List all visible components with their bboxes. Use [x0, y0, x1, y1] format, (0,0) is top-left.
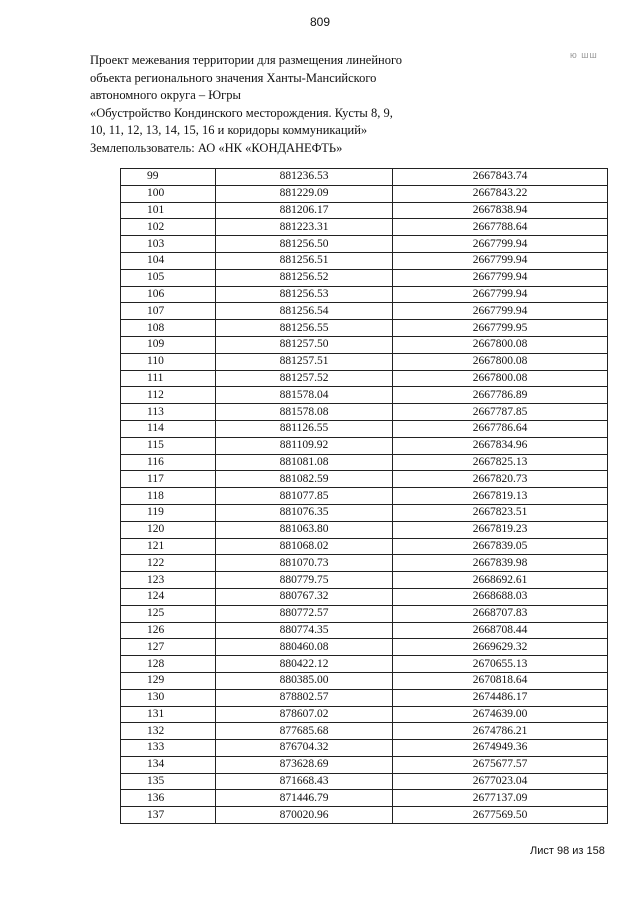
point-number-cell: 117	[121, 471, 216, 488]
table-row	[121, 773, 608, 790]
point-number-cell: 115	[121, 437, 216, 454]
y-coordinate-cell: 2667843.74	[393, 169, 608, 186]
table-row	[121, 370, 608, 387]
point-number-cell: 104	[121, 252, 216, 269]
table-row	[121, 320, 608, 337]
y-coordinate-cell: 2667800.08	[393, 370, 608, 387]
table-row	[121, 555, 608, 572]
x-coordinate-cell: 881256.51	[216, 252, 393, 269]
y-coordinate-cell: 2670818.64	[393, 672, 608, 689]
table-row	[121, 723, 608, 740]
table-row	[121, 269, 608, 286]
document-header	[90, 52, 420, 157]
x-coordinate-cell: 876704.32	[216, 740, 393, 757]
point-number-cell: 121	[121, 538, 216, 555]
y-coordinate-cell: 2674486.17	[393, 689, 608, 706]
table-row	[121, 656, 608, 673]
table-row	[121, 252, 608, 269]
table-row	[121, 521, 608, 538]
table-row	[121, 756, 608, 773]
y-coordinate-cell: 2668708.44	[393, 622, 608, 639]
y-coordinate-cell: 2667834.96	[393, 437, 608, 454]
y-coordinate-cell: 2667799.94	[393, 303, 608, 320]
stamp-mark: ю шш	[570, 50, 598, 60]
point-number-cell: 124	[121, 588, 216, 605]
table-row	[121, 236, 608, 253]
y-coordinate-cell: 2668707.83	[393, 605, 608, 622]
y-coordinate-cell: 2667800.08	[393, 353, 608, 370]
y-coordinate-cell: 2667839.05	[393, 538, 608, 555]
x-coordinate-cell: 881578.08	[216, 404, 393, 421]
table-row	[121, 689, 608, 706]
point-number-cell: 120	[121, 521, 216, 538]
y-coordinate-cell: 2667838.94	[393, 202, 608, 219]
y-coordinate-cell: 2667800.08	[393, 336, 608, 353]
x-coordinate-cell: 878802.57	[216, 689, 393, 706]
point-number-cell: 137	[121, 807, 216, 824]
table-row	[121, 437, 608, 454]
x-coordinate-cell: 881256.55	[216, 320, 393, 337]
x-coordinate-cell: 881063.80	[216, 521, 393, 538]
table-row	[121, 504, 608, 521]
coordinates-table-body	[121, 169, 608, 824]
y-coordinate-cell: 2667799.94	[393, 236, 608, 253]
point-number-cell: 99	[121, 169, 216, 186]
x-coordinate-cell: 881082.59	[216, 471, 393, 488]
point-number-cell: 119	[121, 504, 216, 521]
x-coordinate-cell: 881256.53	[216, 286, 393, 303]
point-number-cell: 136	[121, 790, 216, 807]
point-number-cell: 128	[121, 656, 216, 673]
table-row	[121, 790, 608, 807]
y-coordinate-cell: 2667820.73	[393, 471, 608, 488]
table-row	[121, 404, 608, 421]
table-row	[121, 169, 608, 186]
header-line: Проект межевания территории для размещения линейного	[90, 53, 403, 67]
x-coordinate-cell: 881256.50	[216, 236, 393, 253]
table-row	[121, 219, 608, 236]
table-row	[121, 286, 608, 303]
point-number-cell: 107	[121, 303, 216, 320]
point-number-cell: 108	[121, 320, 216, 337]
x-coordinate-cell: 878607.02	[216, 706, 393, 723]
table-row	[121, 588, 608, 605]
y-coordinate-cell: 2667799.94	[393, 252, 608, 269]
x-coordinate-cell: 880422.12	[216, 656, 393, 673]
table-row	[121, 303, 608, 320]
point-number-cell: 110	[121, 353, 216, 370]
point-number-cell: 112	[121, 387, 216, 404]
y-coordinate-cell: 2669629.32	[393, 639, 608, 656]
point-number-cell: 116	[121, 454, 216, 471]
table-row	[121, 672, 608, 689]
x-coordinate-cell: 881076.35	[216, 504, 393, 521]
table-row	[121, 488, 608, 505]
header-line: 10, 11, 12, 13, 14, 15, 16 и коридоры коммуникаций»	[90, 123, 368, 137]
x-coordinate-cell: 870020.96	[216, 807, 393, 824]
y-coordinate-cell: 2667799.94	[393, 286, 608, 303]
table-row	[121, 202, 608, 219]
point-number-cell: 109	[121, 336, 216, 353]
x-coordinate-cell: 880774.35	[216, 622, 393, 639]
point-number-cell: 113	[121, 404, 216, 421]
table-row	[121, 706, 608, 723]
x-coordinate-cell: 873628.69	[216, 756, 393, 773]
x-coordinate-cell: 881068.02	[216, 538, 393, 555]
table-row	[121, 807, 608, 824]
y-coordinate-cell: 2667839.98	[393, 555, 608, 572]
table-row	[121, 454, 608, 471]
point-number-cell: 130	[121, 689, 216, 706]
point-number-cell: 132	[121, 723, 216, 740]
y-coordinate-cell: 2667825.13	[393, 454, 608, 471]
point-number-cell: 123	[121, 572, 216, 589]
point-number-cell: 127	[121, 639, 216, 656]
y-coordinate-cell: 2667799.94	[393, 269, 608, 286]
table-row	[121, 639, 608, 656]
y-coordinate-cell: 2674639.00	[393, 706, 608, 723]
y-coordinate-cell: 2667786.89	[393, 387, 608, 404]
x-coordinate-cell: 881126.55	[216, 420, 393, 437]
point-number-cell: 118	[121, 488, 216, 505]
coordinates-table	[120, 168, 608, 824]
x-coordinate-cell: 880772.57	[216, 605, 393, 622]
x-coordinate-cell: 881257.52	[216, 370, 393, 387]
x-coordinate-cell: 881257.50	[216, 336, 393, 353]
y-coordinate-cell: 2667799.95	[393, 320, 608, 337]
point-number-cell: 101	[121, 202, 216, 219]
x-coordinate-cell: 881256.54	[216, 303, 393, 320]
table-row	[121, 572, 608, 589]
y-coordinate-cell: 2667788.64	[393, 219, 608, 236]
table-row	[121, 605, 608, 622]
header-line: автономного округа – Югры	[90, 88, 241, 102]
y-coordinate-cell: 2667819.13	[393, 488, 608, 505]
table-row	[121, 387, 608, 404]
x-coordinate-cell: 881229.09	[216, 185, 393, 202]
point-number-cell: 134	[121, 756, 216, 773]
header-line: Землепользователь: АО «НК «КОНДАНЕФТЬ»	[90, 140, 343, 155]
x-coordinate-cell: 881578.04	[216, 387, 393, 404]
point-number-cell: 131	[121, 706, 216, 723]
y-coordinate-cell: 2677023.04	[393, 773, 608, 790]
x-coordinate-cell: 880767.32	[216, 588, 393, 605]
point-number-cell: 100	[121, 185, 216, 202]
x-coordinate-cell: 881223.31	[216, 219, 393, 236]
page-number: 809	[309, 15, 331, 29]
y-coordinate-cell: 2667819.23	[393, 521, 608, 538]
x-coordinate-cell: 881236.53	[216, 169, 393, 186]
x-coordinate-cell: 871446.79	[216, 790, 393, 807]
point-number-cell: 133	[121, 740, 216, 757]
y-coordinate-cell: 2668692.61	[393, 572, 608, 589]
point-number-cell: 125	[121, 605, 216, 622]
point-number-cell: 114	[121, 420, 216, 437]
x-coordinate-cell: 881206.17	[216, 202, 393, 219]
x-coordinate-cell: 880385.00	[216, 672, 393, 689]
sheet-counter: Лист 98 из 158	[530, 845, 605, 857]
y-coordinate-cell: 2677569.50	[393, 807, 608, 824]
header-line: объекта регионального значения Ханты-Мансийского	[90, 70, 377, 85]
y-coordinate-cell: 2675677.57	[393, 756, 608, 773]
point-number-cell: 106	[121, 286, 216, 303]
y-coordinate-cell: 2668688.03	[393, 588, 608, 605]
x-coordinate-cell: 881109.92	[216, 437, 393, 454]
point-number-cell: 102	[121, 219, 216, 236]
y-coordinate-cell: 2667786.64	[393, 420, 608, 437]
point-number-cell: 122	[121, 555, 216, 572]
y-coordinate-cell: 2674786.21	[393, 723, 608, 740]
point-number-cell: 129	[121, 672, 216, 689]
x-coordinate-cell: 877685.68	[216, 723, 393, 740]
point-number-cell: 103	[121, 236, 216, 253]
x-coordinate-cell: 880460.08	[216, 639, 393, 656]
header-line: «Обустройство Кондинского месторождения. Кусты 8, 9,	[90, 105, 393, 120]
table-row	[121, 471, 608, 488]
table-row	[121, 740, 608, 757]
y-coordinate-cell: 2670655.13	[393, 656, 608, 673]
point-number-cell: 126	[121, 622, 216, 639]
x-coordinate-cell: 881256.52	[216, 269, 393, 286]
point-number-cell: 105	[121, 269, 216, 286]
x-coordinate-cell: 880779.75	[216, 572, 393, 589]
y-coordinate-cell: 2677137.09	[393, 790, 608, 807]
point-number-cell: 135	[121, 773, 216, 790]
point-number-cell: 111	[121, 370, 216, 387]
x-coordinate-cell: 871668.43	[216, 773, 393, 790]
table-row	[121, 353, 608, 370]
y-coordinate-cell: 2674949.36	[393, 740, 608, 757]
x-coordinate-cell: 881257.51	[216, 353, 393, 370]
x-coordinate-cell: 881070.73	[216, 555, 393, 572]
table-row	[121, 420, 608, 437]
table-row	[121, 538, 608, 555]
y-coordinate-cell: 2667823.51	[393, 504, 608, 521]
table-row	[121, 622, 608, 639]
y-coordinate-cell: 2667787.85	[393, 404, 608, 421]
table-row	[121, 336, 608, 353]
x-coordinate-cell: 881077.85	[216, 488, 393, 505]
y-coordinate-cell: 2667843.22	[393, 185, 608, 202]
x-coordinate-cell: 881081.08	[216, 454, 393, 471]
table-row	[121, 185, 608, 202]
